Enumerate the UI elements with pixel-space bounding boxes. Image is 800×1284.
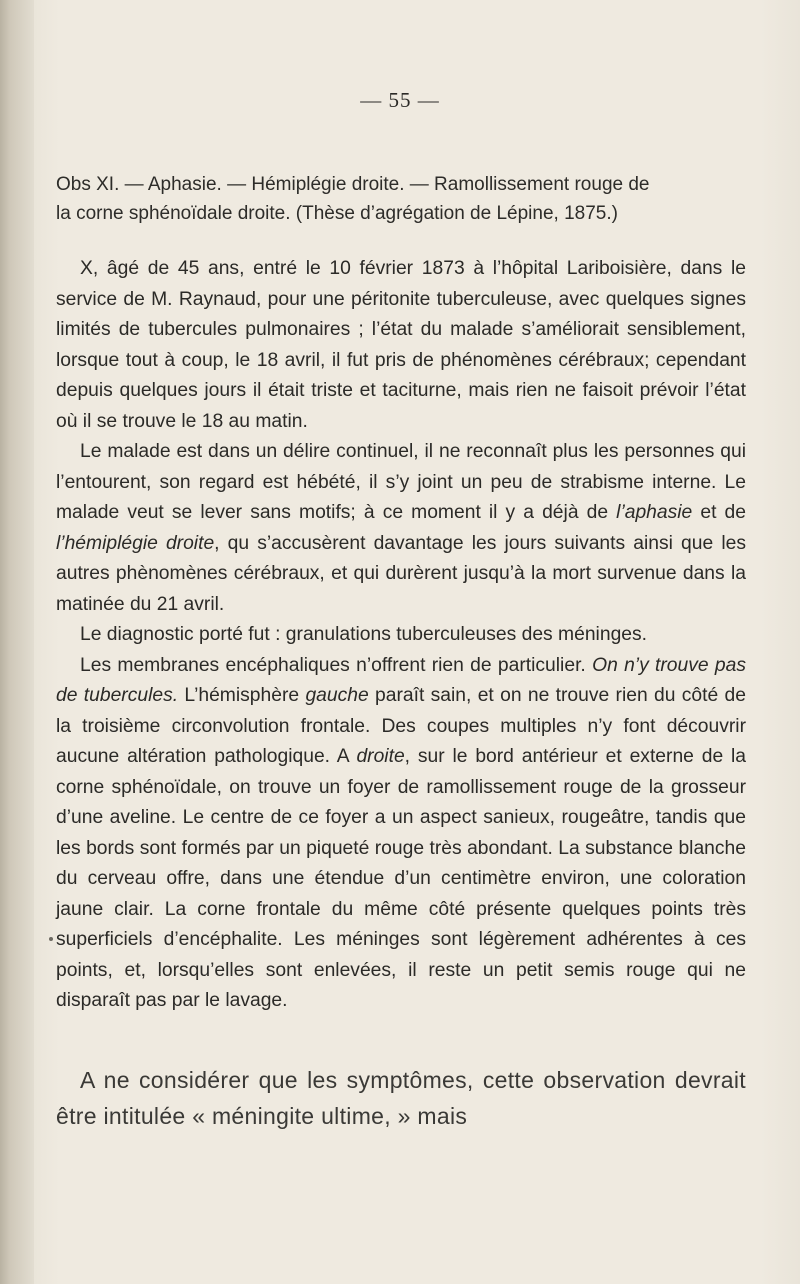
paragraph-4-a: L’hémisphère: [178, 685, 306, 706]
paragraph-2-text: Le malade est dans un délire continuel, il ne reconnaît plus les personnes qui l’entourent, son regard est hébété, il s’y joint un peu de strabisme interne. Le malade veut se lever sans motifs; à ce moment il y a déjà de: [56, 441, 746, 523]
page-number: — 55 —: [360, 88, 440, 112]
paragraph-2-mid: et de: [692, 502, 746, 523]
paragraph-2: [56, 437, 746, 620]
paragraph-3: Le diagnostic porté fut : granulations tuberculeuses des méninges.: [80, 624, 648, 645]
hemiplegia-emphasis: l’hémiplégie droite: [56, 532, 215, 554]
paragraph-4-b: paraît sain, et on ne trouve rien du côté de la troisième circonvolution frontale. Des coupes multiples n’y font découvrir aucune altération pathologique. A: [56, 685, 747, 767]
paragraph-2-tail: , qu s’accusèrent davantage les jours suivants ainsi que les autres phènomènes cérébraux, et qui durèrent jusqu’à la mort survenue dans la matinée du 21 avril.: [56, 532, 746, 615]
paragraph-1: X, âgé de 45 ans, entré le 10 février 1873 à l’hôpital Lariboisière, dans le service de M. Raynaud, pour une péritonite tuberculeuse, avec quelques signes limités de tubercules pulmonaires ; l’état du malade s’améliorait sensiblement, lorsque tout à coup, le 18 avril, il fut pris de phénomènes cérébraux; cependant depuis quelques jours il était triste et taciturne, mais rien ne faisoit prévoir l’état où il se trouve le 18 au matin.: [56, 258, 746, 432]
right-emphasis: droite: [356, 746, 405, 767]
paragraph-4-text: Les membranes encéphaliques n’offrent rien de particulier.: [80, 654, 593, 676]
observation-heading: [56, 170, 746, 228]
paragraph-4-c: , sur le bord antérieur et externe de la corne sphénoïdale, on trouve un foyer de ramollissement rouge de la grosseur d’une aveline. Le centre de ce foyer a un aspect sanieux, rougeâtre, tandis que les bords sont formés par un piqueté rouge très abondant. La substance blanche du cerveau offre, dans une étendue d’un centimètre environ, une coloration jaune clair. La corne frontale du même côté présente quelques points très superficiels d’encéphalite. Les méninges sont légèrement adhérentes à ces points, et, lorsqu’elles sont enlevées, il reste un petit semis rouge qui ne disparaît pas par le lavage.: [56, 746, 747, 1011]
paragraph-4: [56, 651, 746, 1017]
left-emphasis: gauche: [305, 685, 369, 706]
ink-speck: [49, 937, 53, 941]
observation-body: [56, 254, 746, 1017]
heading-line-1: Obs XI. — Aphasie. — Hémiplégie droite. — Ramollissement rouge de: [56, 174, 650, 195]
page-binding-shadow: [0, 0, 34, 1284]
heading-line-2: la corne sphénoïdale droite. (Thèse d’agrégation de Lépine, 1875.): [56, 203, 618, 224]
closing-text: [56, 1062, 746, 1134]
aphasia-emphasis: l’aphasie: [616, 502, 693, 523]
closing-paragraph: A ne considérer que les symptômes, cette observation devrait être intitulée « méningite ultime, » mais: [56, 1067, 746, 1129]
no-tubercles-emphasis: On n’y trouve pas de tubercules.: [56, 654, 746, 706]
